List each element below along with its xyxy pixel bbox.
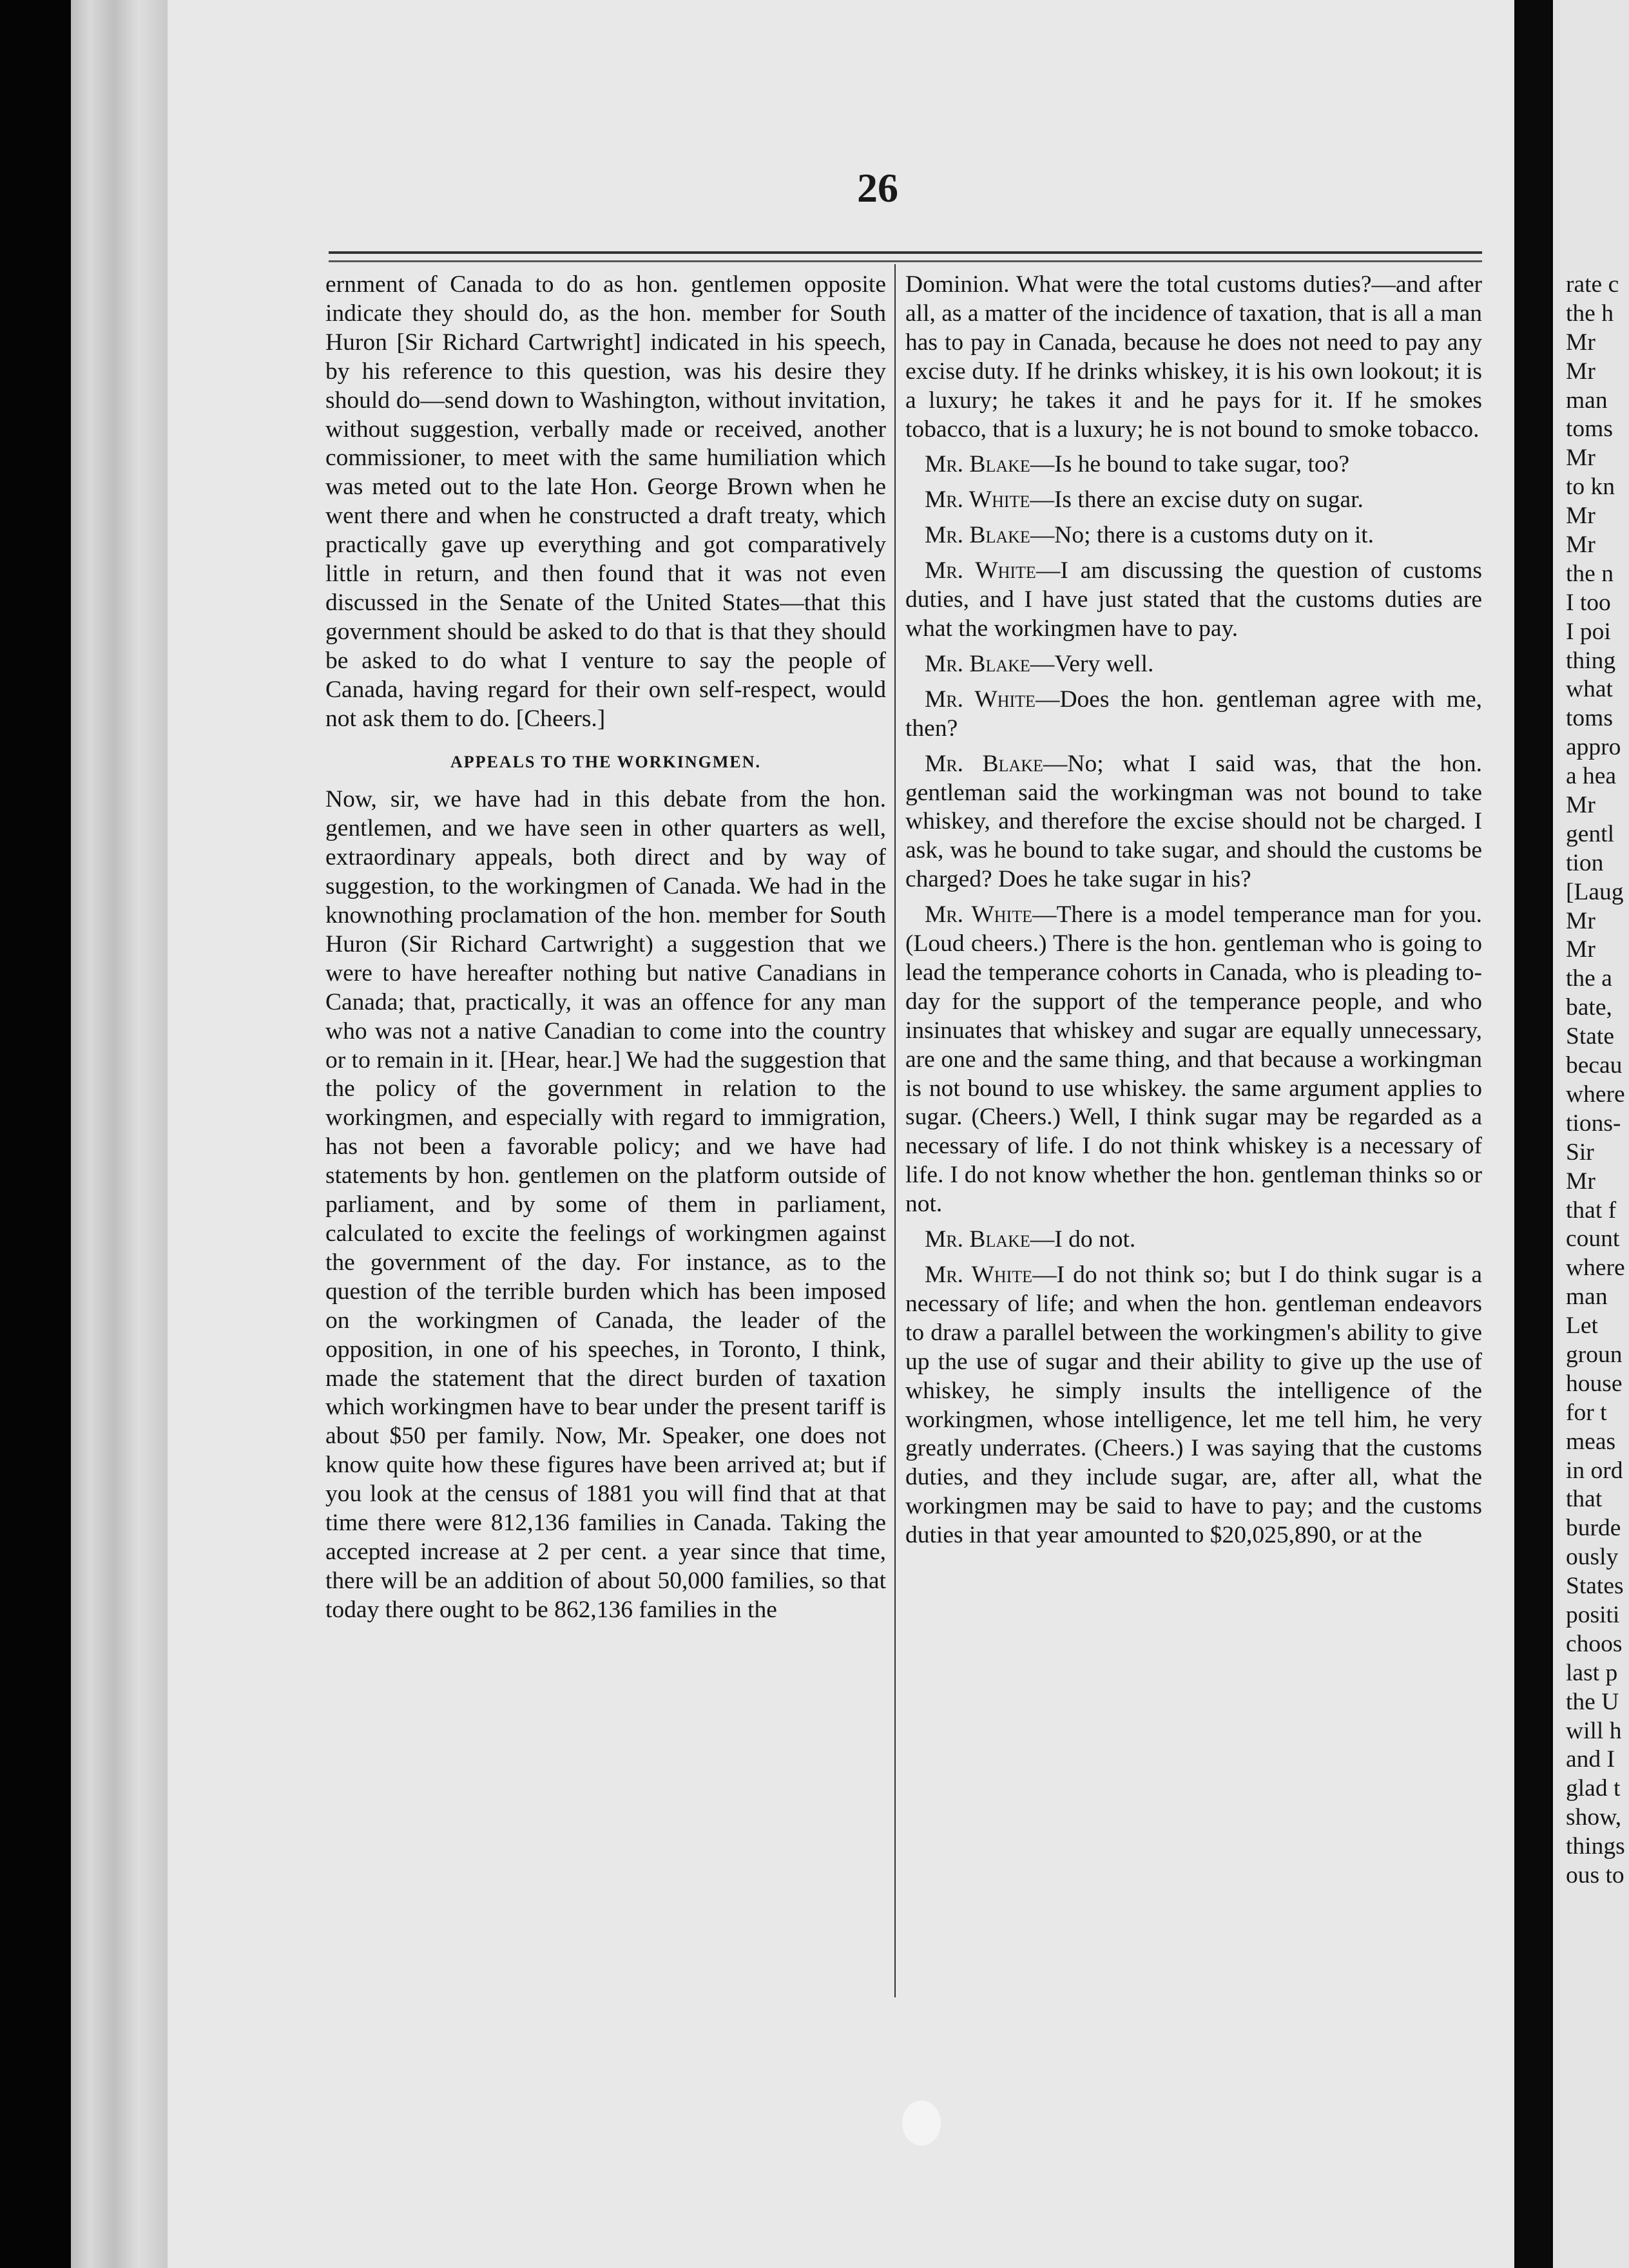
next-page-line: count (1566, 1225, 1620, 1253)
next-page-line: to kn (1566, 474, 1615, 501)
speaker-line (905, 750, 1482, 895)
next-page-line: State (1566, 1023, 1614, 1050)
next-page-line: man (1566, 1283, 1608, 1311)
scan-blemish (902, 2100, 941, 2146)
next-page-line: what (1566, 676, 1613, 703)
next-page-line: choos (1566, 1630, 1623, 1657)
next-page-line: rate c (1566, 271, 1619, 298)
next-page-line: burde (1566, 1515, 1621, 1542)
speaker-text: —Very well. (1030, 650, 1154, 677)
speaker-name: Mr. White (925, 686, 1036, 713)
next-page-line: Mr (1566, 329, 1595, 356)
speaker-name: Mr. White (925, 1262, 1033, 1288)
speaker-line (905, 901, 1482, 1219)
speaker-name: Mr. White (925, 901, 1032, 928)
next-page-line: for t (1566, 1399, 1607, 1426)
speaker-name: Mr. Blake (925, 451, 1030, 478)
page-edge (71, 0, 168, 2268)
next-page-line: tions- (1566, 1110, 1621, 1137)
column-divider (894, 264, 896, 1997)
header-rule (329, 251, 1482, 262)
next-page-line: appro (1566, 734, 1621, 761)
next-page-line: [Laug (1566, 878, 1624, 905)
speaker-text: —No; what I said was, that the hon. gentleman said the workingman was not bound to take whiskey, and therefore the excise should not be charged. I ask, was he bound to take sugar, and should the customs be charged? Does he take sugar in his? (905, 750, 1483, 893)
next-page-line: Mr (1566, 907, 1595, 934)
speaker-line (905, 450, 1482, 479)
book-binding (0, 0, 71, 2268)
speaker-text: —I do not. (1030, 1226, 1136, 1253)
next-page-line: will h (1566, 1717, 1622, 1744)
next-page-line: Sir (1566, 1139, 1594, 1166)
speaker-line (905, 650, 1482, 679)
next-page-line: Mr (1566, 1168, 1595, 1195)
speaker-name: Mr. Blake (925, 1226, 1030, 1253)
speaker-text: —There is a model temperance man for you. (Loud cheers.) There is the hon. gentleman who is going to lead the temperance cohorts in Canada, who is pleading to-day for the support of the temperance people, and who insinuates that whiskey and sugar are equally unnecessary, are one and the same thing, and that because a workingman is not bound to use whiskey. the same argument applies to sugar. (Cheers.) Well, I think sugar may be regarded as a necessary of life. I do not think whiskey is a necessary of life. I do not know whether the hon. gentleman thinks so or not. (905, 901, 1483, 1218)
debate-exchanges (905, 450, 1482, 1550)
speaker-text: —I do not think so; but I do think sugar is a necessary of life; and when the hon. gentleman endeavors to draw a parallel between the workingmen's ability to give up the use of sugar and their ability to give up the use of whiskey, he simply insults the intelligence of the workingmen, whose intelligence, let me tell him, he very greatly underrates. (Cheers.) I was saying that the customs duties, and they include sugar, are, after all, what the workingmen may be said to have to pay; and the customs duties in that year amounted to $20,025,890, or at the (905, 1262, 1482, 1549)
next-page-line: bate, (1566, 994, 1612, 1021)
next-page-line: gentl (1566, 820, 1614, 847)
speaker-name: Mr. White (925, 486, 1030, 514)
left-paragraph: ernment of Canada to do as hon. gentlemen opposite indicate they should do, as the hon. member for South Huron [Sir Richard Cartwright] indicated in his speech, by his reference to this question, was his desire they should do—send down to Washington, without invitation, without suggestion, verbally made or received, another commissioner, to meet with the same humiliation which was meted out to the late Hon. George Brown when he went there and when he constructed a draft treaty, which practically gave up everything and got comparatively little in return, and then found that it was not even discussed in the Senate of the United States—that this government should be asked to do that is that they should be asked to do what I venture to say the people of Canada, having regard for their own self-respect, would not ask them to do. [Cheers.] (325, 271, 886, 732)
next-page-line: thing (1566, 647, 1616, 674)
next-page-line: becau (1566, 1052, 1623, 1079)
next-page-line: positi (1566, 1601, 1620, 1628)
next-page-line: show, (1566, 1804, 1622, 1831)
next-page-line: the U (1566, 1688, 1619, 1715)
speaker-text: —No; there is a customs duty on it. (1030, 522, 1374, 549)
next-page-line: meas (1566, 1428, 1616, 1455)
next-page-line: Mr (1566, 503, 1595, 530)
speaker-line (905, 686, 1482, 744)
next-page-line: Mr (1566, 532, 1595, 559)
right-paragraph: Dominion. What were the total customs duties?—and after all, as a matter of the incidence of taxation, that is all a man has to pay in Canada, because he does not need to pay any excise duty. If he drinks whiskey, it is his own lookout; it is a luxury; he takes it and he pays for it. If he smokes tobacco, that is a luxury; he is not bound to smoke tobacco. (905, 271, 1482, 443)
next-page-line: toms (1566, 705, 1613, 732)
left-paragraph: Now, sir, we have had in this debate from the hon. gentlemen, and we have seen in other quarters as well, extraordinary appeals, both direct and by way of suggestion, to the workingmen of Canada. We had in the knownothing proclamation of the hon. member for South Huron (Sir Richard Cartwright) a suggestion that we were to have hereafter nothing but native Canadians in Canada; that, practically, it was an offence for any man who was not a native Canadian to come into the country or to remain in it. [Hear, hear.] We had the suggestion that the policy of the government in relation to the workingmen, and especially with regard to immigration, has not been a favorable policy; and we have had statements by hon. gentlemen on the platform outside of parliament, and by some of them in parliament, calculated to excite the feelings of workingmen against the government of the day. For instance, as to the question of the terrible burden which has been imposed on the workingmen of Canada, the leader of the opposition, in one of his speeches, in Toronto, I think, made the statement that the direct burden of taxation which workingmen have to bear under the present tariff is about $50 per family. Now, Mr. Speaker, one does not know quite how these figures have been arrived at; but if you look at the census of 1881 you will find that at that time there were 812,136 families in Canada. Taking the accepted increase at 2 per cent. a year since that time, there will be an addition of about 50,000 families, so that today there ought to be 862,136 families in the (325, 786, 886, 1623)
next-page-line: Mr (1566, 936, 1595, 963)
next-page-line: ously (1566, 1544, 1619, 1571)
next-page-line: toms (1566, 416, 1613, 443)
speaker-name: Mr. Blake (925, 750, 1043, 777)
left-column (325, 271, 886, 1625)
next-page-line: Mr (1566, 792, 1595, 819)
speaker-name: Mr. Blake (925, 650, 1030, 677)
next-page-line: that (1566, 1486, 1603, 1513)
next-page-line: groun (1566, 1341, 1623, 1368)
next-page-fragments (1566, 271, 1629, 1890)
next-page-line: where (1566, 1254, 1625, 1282)
section-heading: APPEALS TO THE WORKINGMEN. (450, 752, 762, 771)
speaker-name: Mr. Blake (925, 522, 1030, 549)
speaker-text: —I am discussing the question of customs duties, and I have just stated that the customs duties are what the workingmen have to pay. (905, 557, 1482, 642)
next-page-line: things (1566, 1833, 1625, 1860)
speaker-text: —Does the hon. gentleman agree with me, then? (905, 686, 1482, 742)
next-page-line: where (1566, 1081, 1625, 1108)
speaker-line (905, 1225, 1482, 1254)
speaker-text: —Is there an excise duty on sugar. (1030, 486, 1364, 514)
next-page-line: and I (1566, 1746, 1615, 1773)
next-page-line: in ord (1566, 1457, 1623, 1484)
speaker-line (905, 557, 1482, 644)
next-page-line: that f (1566, 1196, 1617, 1224)
next-page-line: Let (1566, 1312, 1598, 1340)
speaker-text: —Is he bound to take sugar, too? (1030, 451, 1350, 478)
next-page-line: the a (1566, 965, 1612, 992)
book-gutter (1514, 0, 1553, 2268)
next-page-line: glad t (1566, 1775, 1621, 1802)
next-page-line: house (1566, 1370, 1623, 1397)
speaker-line (905, 521, 1482, 550)
speaker-line (905, 1261, 1482, 1550)
next-page-line: tion (1566, 849, 1604, 876)
right-column (905, 271, 1482, 1550)
next-page-line: I poi (1566, 618, 1611, 645)
next-page-line: States (1566, 1573, 1624, 1600)
next-page-line: ous to (1566, 1861, 1624, 1888)
next-page-line: Mr (1566, 445, 1595, 472)
next-page-line: Mr (1566, 358, 1595, 385)
next-page-line: a hea (1566, 763, 1617, 790)
page-number: 26 (857, 165, 898, 211)
speaker-name: Mr. White (925, 557, 1036, 584)
next-page-line: I too (1566, 589, 1611, 616)
next-page-line: the h (1566, 300, 1614, 327)
next-page-line: last p (1566, 1659, 1618, 1686)
speaker-line (905, 486, 1482, 515)
next-page-line: the n (1566, 560, 1614, 587)
next-page-line: man (1566, 387, 1608, 414)
